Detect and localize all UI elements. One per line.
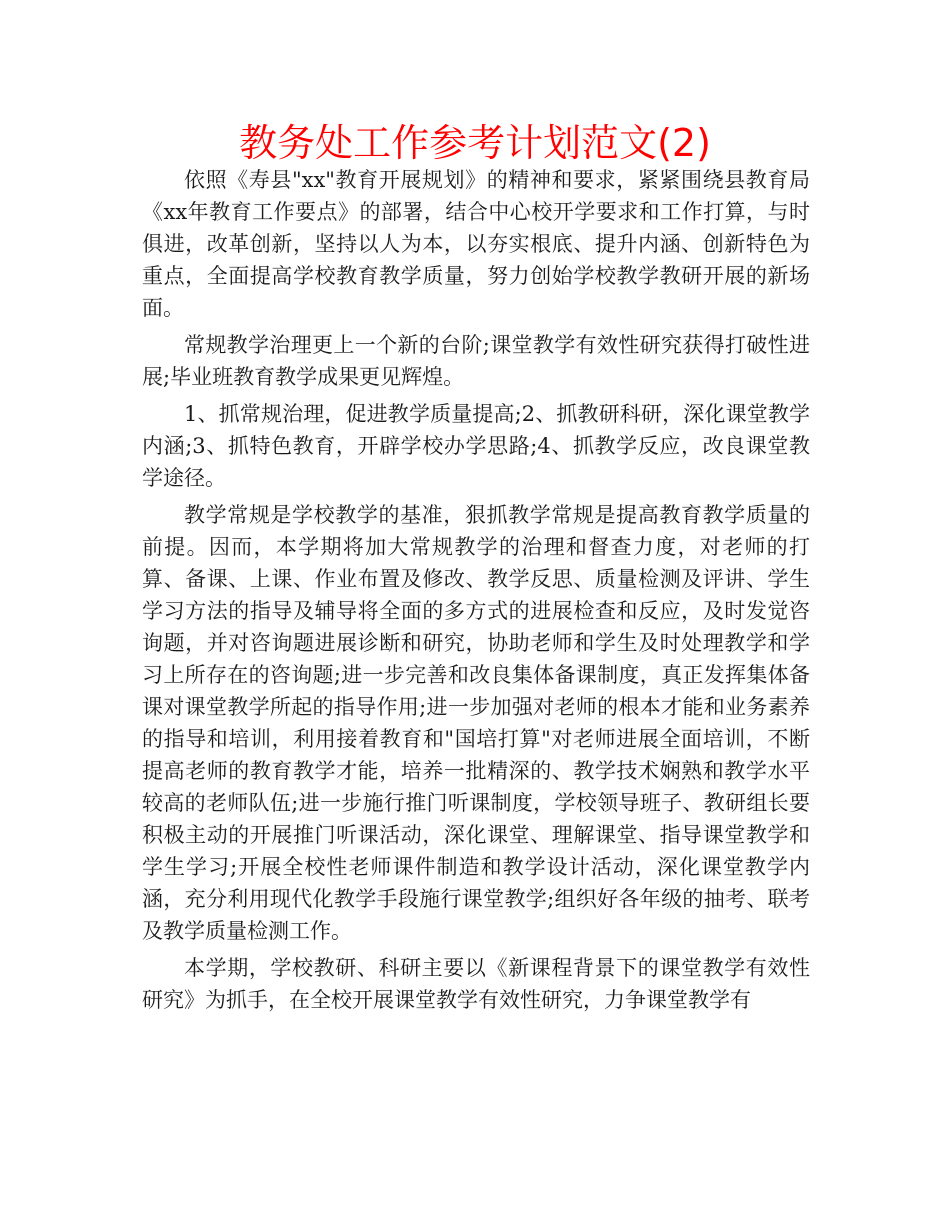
paragraph-5: 本学期，学校教研、科研主要以《新课程背景下的课堂教学有效性研究》为抓手，在全校开展课堂教学有效性研究，力争课堂教学有 (142, 956, 810, 1012)
paragraph-2: 常规教学治理更上一个新的台阶;课堂教学有效性研究获得打破性进展;毕业班教育教学成果更见辉煌。 (142, 333, 810, 389)
paragraph-4: 教学常规是学校教学的基准，狠抓教学常规是提高教育教学质量的前提。因而，本学期将加大常规教学的治理和督查力度，对老师的打算、备课、上课、作业布置及修改、教学反思、质量检测及评讲、学生学习方法的指导及辅导将全面的多方式的进展检查和反应，及时发觉咨询题，并对咨询题进展诊断和研究，协助老师和学生及时处理教学和学习上所存在的咨询题;进一步完善和改良集体备课制度，真正发挥集体备课对课堂教学所起的指导作用;进一步加强对老师的根本才能和业务素养的指导和培训，利用接着教育和"国培打算"对老师进展全面培训，不断提高老师的教育教学才能，培养一批精深的、教学技术娴熟和教学水平较高的老师队伍;进一步施行推门听课制度，学校领导班子、教研组长要积极主动的开展推门听课活动，深化课堂、理解课堂、指导课堂教学和学生学习;开展全校性老师课件制造和教学设计活动，深化课堂教学内涵，充分利用现代化教学手段施行课堂教学;组织好各年级的抽考、联考及教学质量检测工作。 (142, 503, 810, 943)
document-body (142, 164, 810, 1021)
paragraph-3: 1、抓常规治理，促进教学质量提高;2、抓教研科研，深化课堂教学内涵;3、抓特色教育，开辟学校办学思路;4、抓教学反应，改良课堂教学途径。 (142, 402, 810, 490)
document-title: 教务处工作参考计划范文(2) (239, 121, 711, 165)
paragraph-1: 依照《寿县"xx"教育开展规划》的精神和要求，紧紧围绕县教育局《xx年教育工作要点》的部署，结合中心校开学要求和工作打算，与时俱进，改革创新，坚持以人为本，以夯实根底、提升内涵、创新特色为重点，全面提高学校教育教学质量，努力创始学校教学教研开展的新场面。 (142, 168, 810, 320)
